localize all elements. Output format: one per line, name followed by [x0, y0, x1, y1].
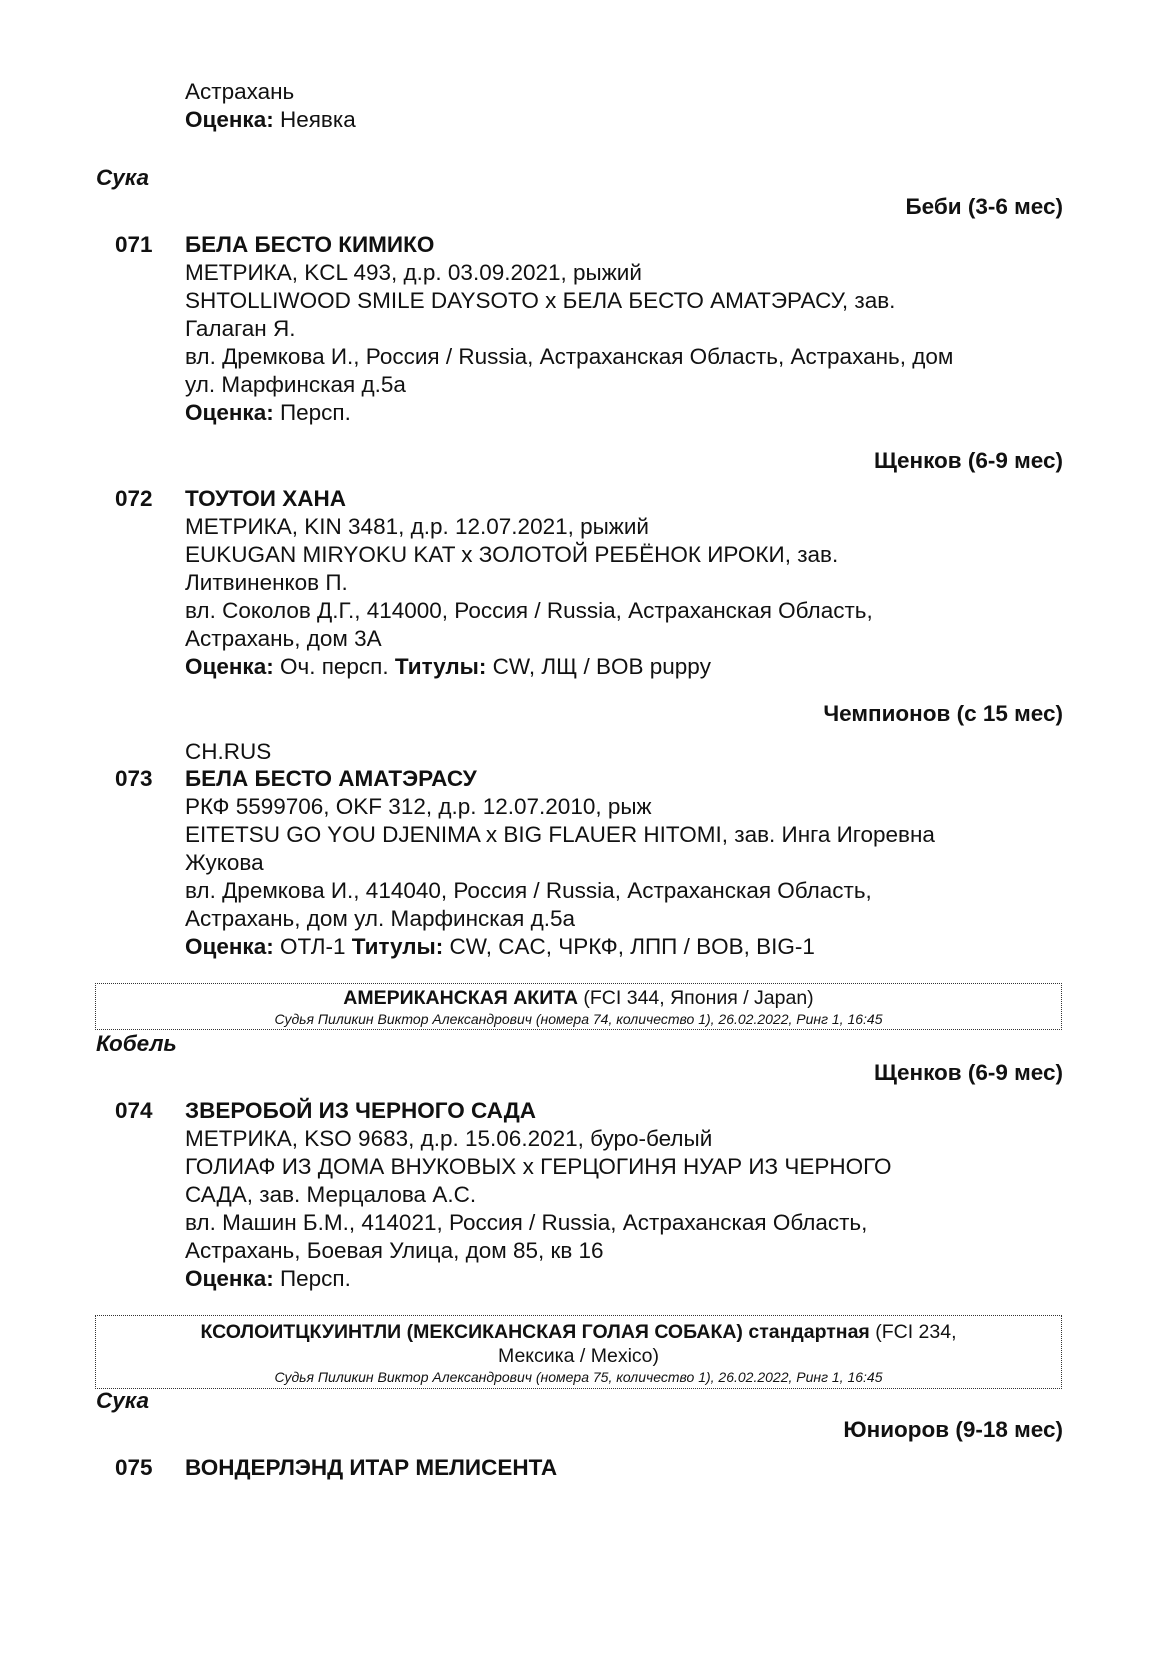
owner-line: вл. Дремкова И., Россия / Russia, Астраханская Область, Астрахань, дом	[185, 344, 954, 369]
judge-line: Судья Пиликин Виктор Александрович (номера 75, количество 1), 26.02.2022, Ринг 1, 16:45	[274, 1369, 883, 1385]
grade-line	[185, 1265, 351, 1293]
breed-title	[96, 1320, 1061, 1344]
dog-name: ЗВЕРОБОЙ ИЗ ЧЕРНОГО САДА	[185, 1098, 537, 1123]
dog-name: ТОУТОИ ХАНА	[185, 486, 346, 511]
grade-value: Неявка	[273, 107, 356, 132]
breeder-line: Жукова	[185, 850, 264, 875]
breeder-line: Литвиненков П.	[185, 570, 348, 595]
breed-name: АМЕРИКАНСКАЯ АКИТА	[343, 987, 578, 1009]
class-heading: Чемпионов (с 15 мес)	[823, 701, 1063, 726]
address-line: Астрахань	[185, 79, 295, 104]
grade-line	[185, 933, 815, 961]
owner-address-line: Астрахань, дом 3А	[185, 626, 382, 651]
grade-line	[185, 106, 356, 134]
owner-line: вл. Соколов Д.Г., 414000, Россия / Russia, Астраханская Область,	[185, 598, 873, 623]
titles-label: Титулы:	[394, 654, 487, 679]
owner-line: вл. Машин Б.М., 414021, Россия / Russia, Астраханская Область,	[185, 1210, 868, 1235]
grade-label: Оценка:	[185, 400, 274, 425]
owner-address-line: Астрахань, Боевая Улица, дом 85, кв 16	[185, 1238, 604, 1263]
parents-line: SHTOLLIWOOD SMILE DAYSOTO x БЕЛА БЕСТО АМАТЭРАСУ, зав.	[185, 288, 896, 313]
breed-name: КСОЛОИТЦКУИНТЛИ (МЕКСИКАНСКАЯ ГОЛАЯ СОБАКА) стандартная	[200, 1321, 870, 1343]
breeder-line: САДА, зав. Мерцалова А.С.	[185, 1182, 477, 1207]
breed-info: (FCI 234,	[869, 1321, 957, 1343]
sex-heading: Кобель	[96, 1031, 177, 1056]
registration-line: МЕТРИКА, KIN 3481, д.р. 12.07.2021, рыжий	[185, 514, 649, 539]
dog-name: БЕЛА БЕСТО КИМИКО	[185, 232, 435, 257]
title-prefix: CH.RUS	[185, 739, 272, 764]
entry-number: 074	[115, 1098, 153, 1123]
grade-line	[185, 653, 711, 681]
dog-name: БЕЛА БЕСТО АМАТЭРАСУ	[185, 766, 477, 791]
class-heading: Щенков (6-9 мес)	[874, 1060, 1063, 1085]
breed-title	[96, 986, 1061, 1010]
registration-line: МЕТРИКА, KCL 493, д.р. 03.09.2021, рыжий	[185, 260, 642, 285]
class-heading: Юниоров (9-18 мес)	[843, 1417, 1063, 1442]
entry-number: 075	[115, 1455, 153, 1480]
breed-country: Мексика / Mexico)	[497, 1345, 660, 1367]
grade-label: Оценка:	[185, 107, 274, 132]
owner-address-line: ул. Марфинская д.5а	[185, 372, 406, 397]
grade-line	[185, 399, 351, 427]
titles-value: CW, CAC, ЧРКФ, ЛПП / BOB, BIG-1	[443, 934, 815, 959]
sex-heading: Сука	[96, 1388, 149, 1413]
grade-label: Оценка:	[185, 934, 274, 959]
grade-label: Оценка:	[185, 654, 274, 679]
class-heading: Беби (3-6 мес)	[905, 194, 1063, 219]
grade-value: Персп.	[273, 400, 351, 425]
class-heading: Щенков (6-9 мес)	[874, 448, 1063, 473]
dog-name: ВОНДЕРЛЭНД ИТАР МЕЛИСЕНТА	[185, 1455, 558, 1480]
grade-value: Персп.	[273, 1266, 351, 1291]
breeder-line: Галаган Я.	[185, 316, 296, 341]
titles-label: Титулы:	[351, 934, 444, 959]
entry-number: 072	[115, 486, 153, 511]
breed-info: (FCI 344, Япония / Japan)	[577, 987, 814, 1009]
breed-header-box	[95, 983, 1062, 1030]
registration-line: МЕТРИКА, KSO 9683, д.р. 15.06.2021, буро-белый	[185, 1126, 713, 1151]
grade-value: ОТЛ-1	[273, 934, 352, 959]
owner-address-line: Астрахань, дом ул. Марфинская д.5а	[185, 906, 575, 931]
entry-number: 071	[115, 232, 153, 257]
grade-label: Оценка:	[185, 1266, 274, 1291]
sex-heading: Сука	[96, 165, 149, 190]
titles-value: CW, ЛЩ / BOB puppy	[486, 654, 712, 679]
entry-number: 073	[115, 766, 153, 791]
grade-value: Оч. персп.	[273, 654, 395, 679]
breed-header-box	[95, 1315, 1062, 1389]
registration-line: РКФ 5599706, OKF 312, д.р. 12.07.2010, рыж	[185, 794, 652, 819]
parents-line: EUKUGAN MIRYOKU KAT x ЗОЛОТОЙ РЕБЁНОК ИРОКИ, зав.	[185, 542, 839, 567]
owner-line: вл. Дремкова И., 414040, Россия / Russia, Астраханская Область,	[185, 878, 872, 903]
parents-line: EITETSU GO YOU DJENIMA x BIG FLAUER HITOMI, зав. Инга Игоревна	[185, 822, 935, 847]
judge-line: Судья Пиликин Виктор Александрович (номера 74, количество 1), 26.02.2022, Ринг 1, 16:45	[274, 1011, 883, 1027]
parents-line: ГОЛИАФ ИЗ ДОМА ВНУКОВЫХ x ГЕРЦОГИНЯ НУАР ИЗ ЧЕРНОГО	[185, 1154, 892, 1179]
